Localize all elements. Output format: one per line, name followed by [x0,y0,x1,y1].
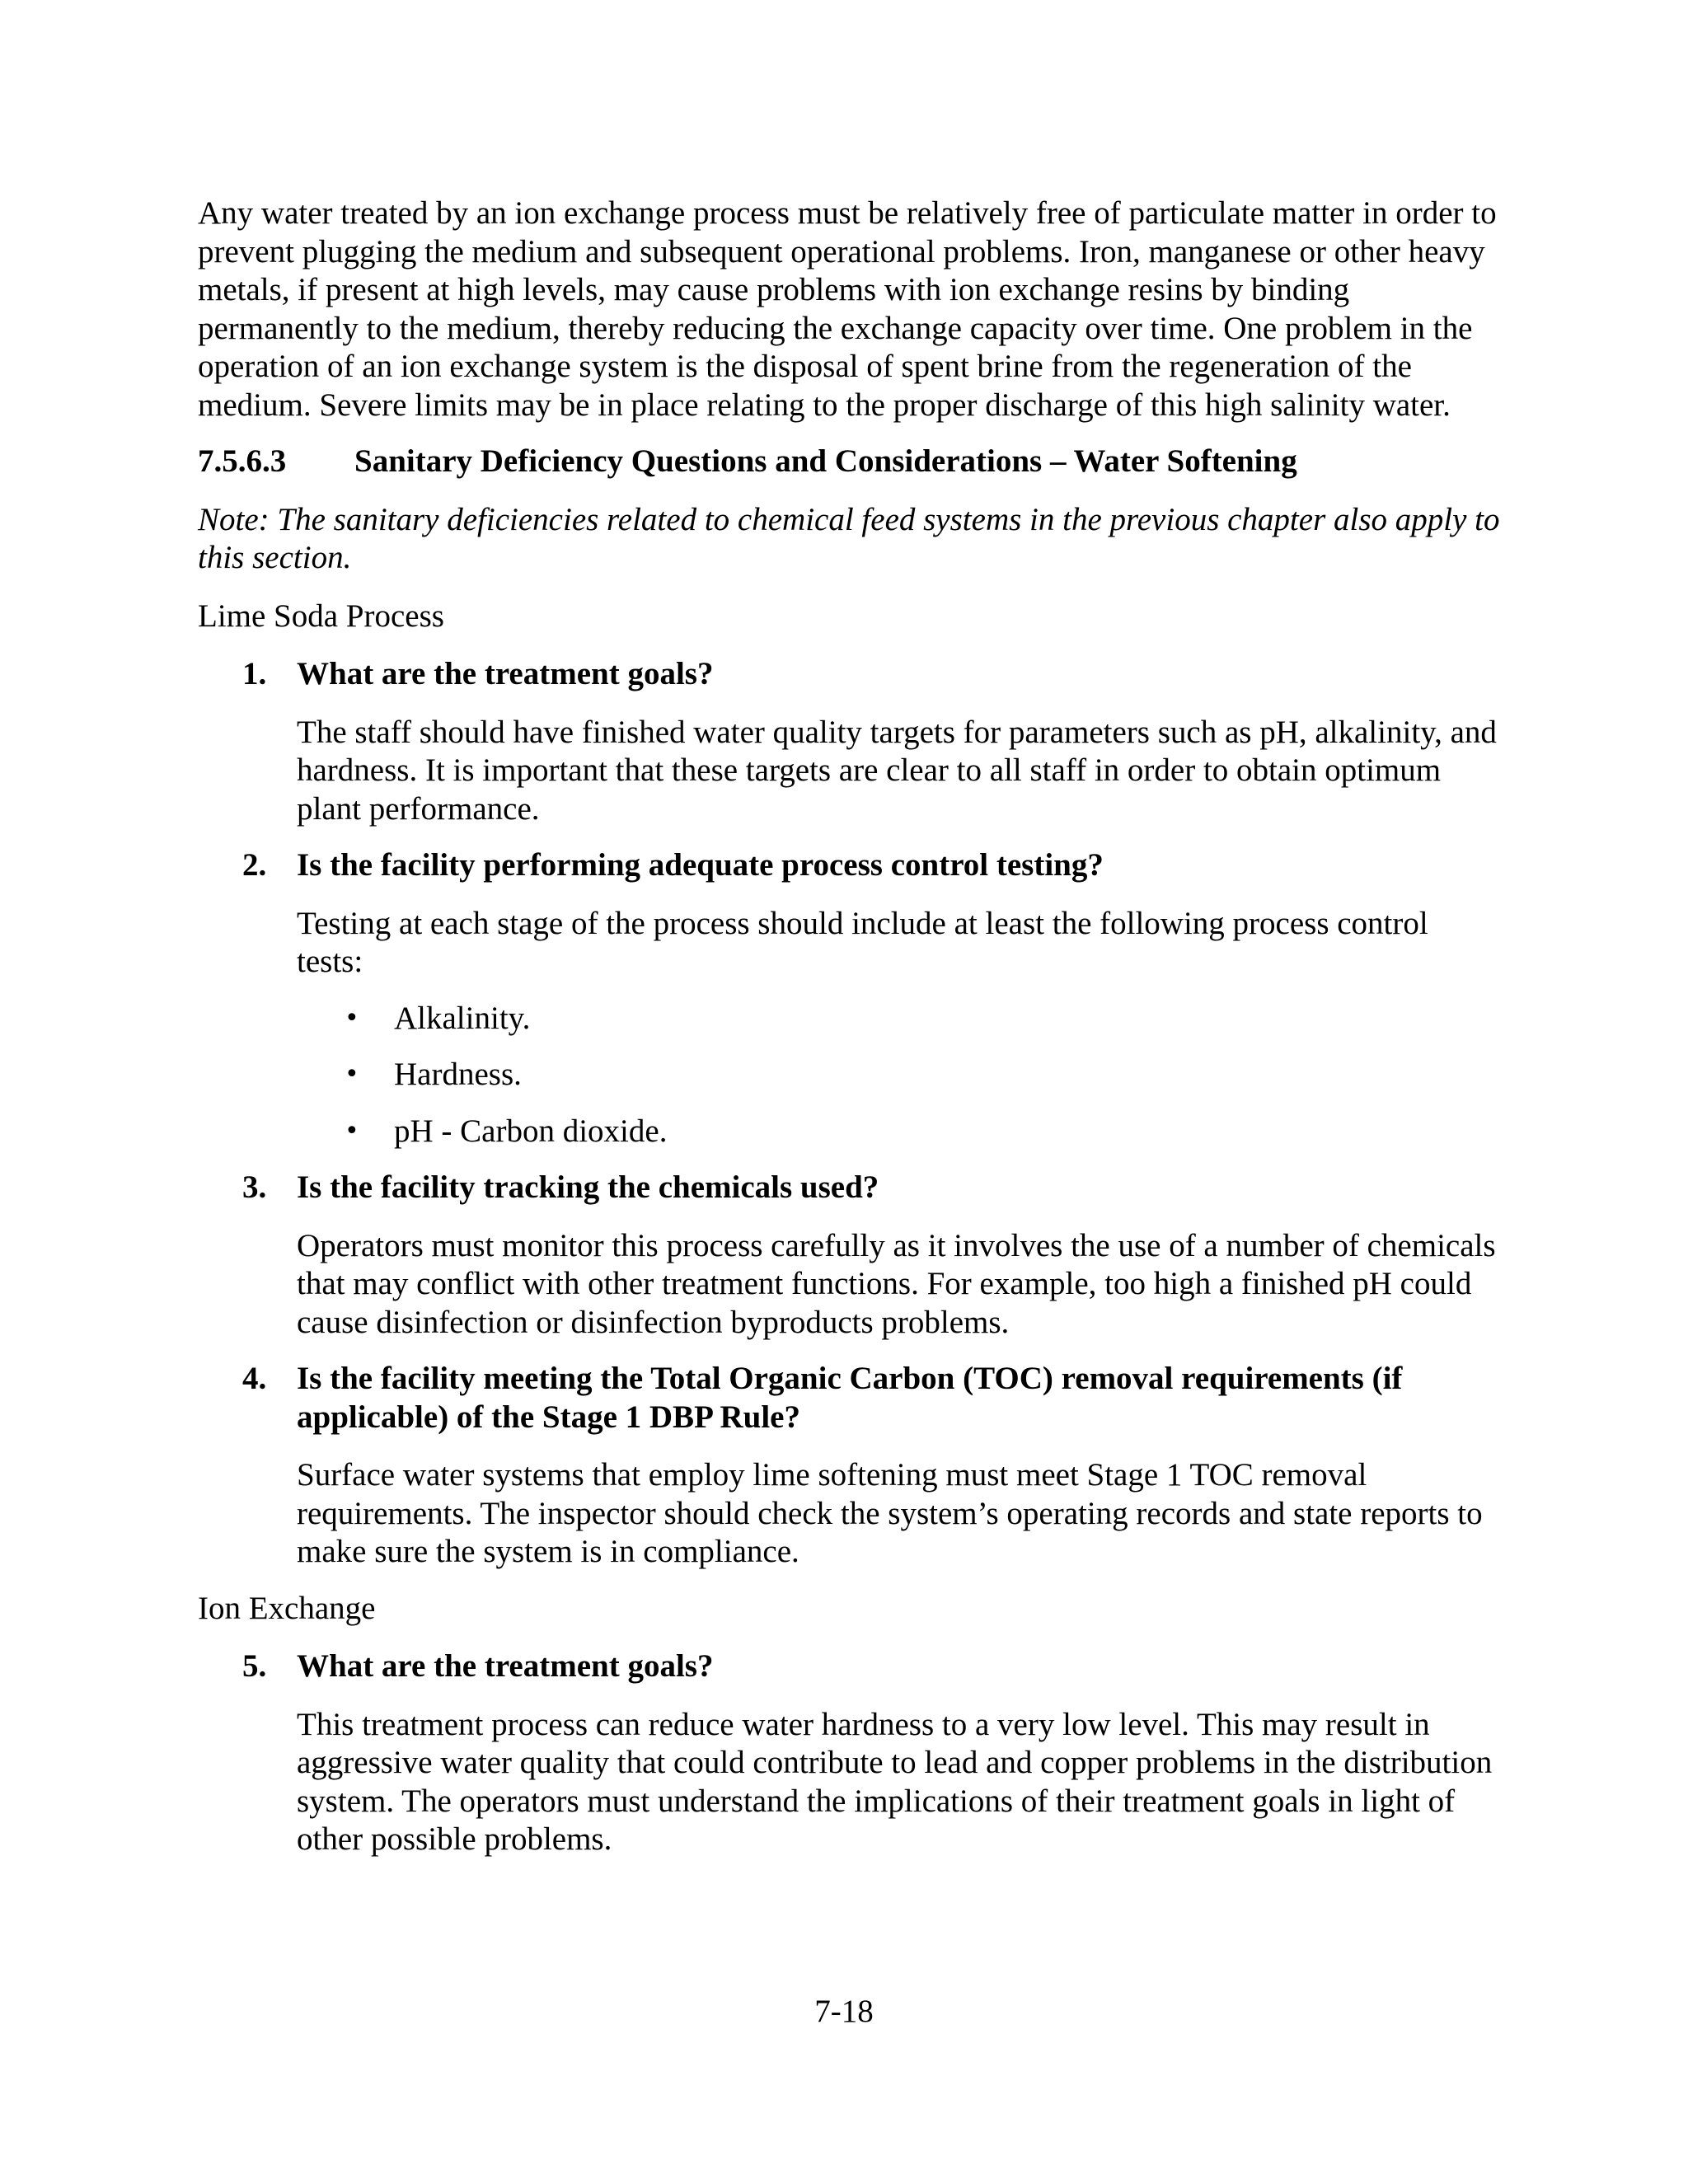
question-text: What are the treatment goals? [297,1648,714,1684]
intro-paragraph: Any water treated by an ion exchange process must be relatively free of particulate matter in order to prevent plugging the medium and subsequent operational problems. Iron, manganese or other heavy metals, if present at high levels, may cause problems with ion exchange resins by binding permanently to the medium, thereby reducing the exchange capacity over time. One problem in the operation of an ion exchange system is the disposal of spent brine from the regeneration of the medium. Severe limits may be in place relating to the proper discharge of this high salinity water. [198,195,1497,423]
question-text: Is the facility tracking the chemicals used? [297,1169,879,1205]
question-number: 1. [242,656,267,691]
list-item-text: Alkalinity. [394,1000,531,1036]
answer-3: Operators must monitor this process carefully as it involves the use of a number of chemicals that may conflict with other treatment functions. For example, too high a finished pH could cause disinfection or disinfection byproducts problems. [297,1227,1496,1340]
question-1 [242,655,1500,694]
page-content [198,194,1500,1877]
question-number: 3. [242,1169,267,1205]
question-4 [242,1360,1500,1436]
section-number: 7.5.6.3 [198,443,287,479]
answer-5: This treatment process can reduce water hardness to a very low level. This may result in aggressive water quality that could contribute to lead and copper problems in the distribution system. The operators must understand the implications of their treatment goals in light of other possible problems. [297,1706,1493,1857]
bullet-icon: • [345,1060,359,1089]
subheading-lime-soda: Lime Soda Process [198,598,444,634]
process-control-tests-list [198,1000,1500,1151]
section-heading [198,443,1500,481]
question-text: Is the facility meeting the Total Organic Carbon (TOC) removal requirements (if applicable) of the Stage 1 DBP Rule? [297,1361,1403,1435]
question-3 [242,1169,1500,1207]
answer-1: The staff should have finished water quality targets for parameters such as pH, alkalinity, and hardness. It is important that these targets are clear to all staff in order to obtain optimum plant performance. [297,714,1497,827]
page-number: 7-18 [814,1994,874,2029]
list-item-text: Hardness. [394,1057,522,1092]
question-text: Is the facility performing adequate process control testing? [297,847,1104,883]
answer-4: Surface water systems that employ lime softening must meet Stage 1 TOC removal requirements. The inspector should check the system’s operating records and state reports to make sure the system is in compliance. [297,1457,1483,1569]
question-number: 2. [242,847,267,883]
section-title: Sanitary Deficiency Questions and Considerations – Water Softening [354,443,1297,479]
answer-2: Testing at each stage of the process should include at least the following process control tests: [297,905,1428,979]
list-item [345,1056,1500,1094]
question-2 [242,846,1500,885]
list-item-text: pH - Carbon dioxide. [394,1113,668,1149]
question-number: 4. [242,1361,267,1396]
bullet-icon: • [345,1116,359,1146]
subheading-ion-exchange: Ion Exchange [198,1590,376,1626]
list-item [345,1000,1500,1038]
question-number: 5. [242,1648,267,1684]
list-item [345,1113,1500,1151]
question-5 [242,1647,1500,1686]
question-text: What are the treatment goals? [297,656,714,691]
bullet-icon: • [345,1003,359,1033]
section-note: Note: The sanitary deficiencies related to chemical feed systems in the previous chapter also apply to this section. [198,501,1500,575]
